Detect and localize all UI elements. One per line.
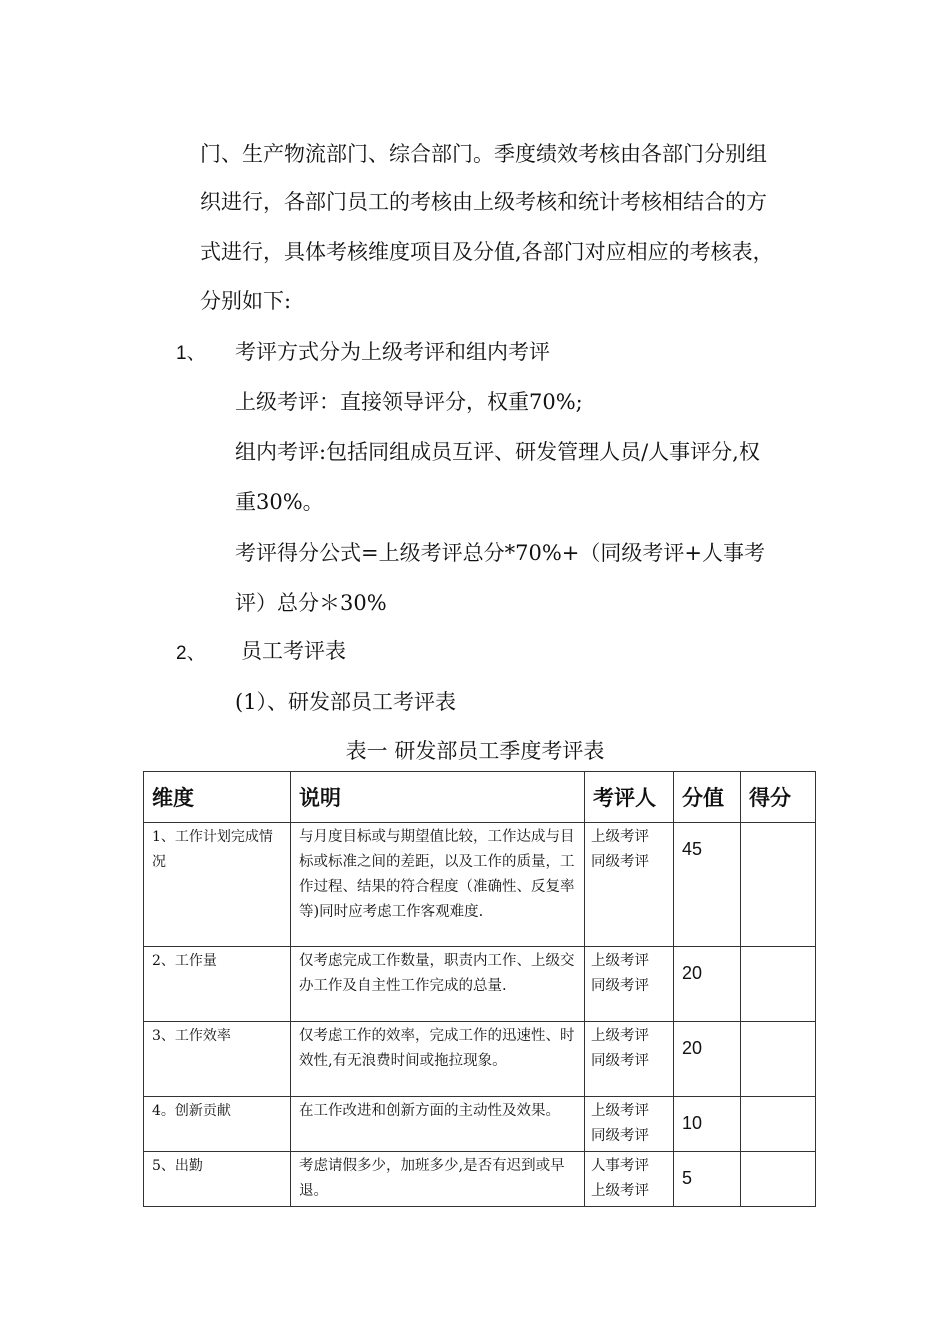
header-result: 得分: [741, 772, 816, 823]
cell-score: 45: [674, 823, 741, 947]
reviewer-line: 上级考评: [591, 1103, 649, 1119]
table-row: [144, 823, 816, 947]
cell-dimension: 3、工作效率: [144, 1022, 291, 1097]
cell-result[interactable]: [741, 947, 816, 1022]
cell-description: 在工作改进和创新方面的主动性及效果。: [291, 1097, 585, 1152]
cell-description: 仅考虑完成工作数量，职责内工作、上级交办工作及自主性工作完成的总量.: [291, 947, 585, 1022]
header-dimension: 维度: [144, 772, 291, 823]
cell-reviewer: [585, 1152, 674, 1207]
section-title: 员工考评表: [241, 639, 346, 663]
table-row: [144, 947, 816, 1022]
section-line: 考评得分公式=上级考评总分*70%+（同级考评+人事考: [235, 541, 765, 565]
cell-dimension: 1、工作计划完成情况: [144, 823, 291, 947]
cell-reviewer: [585, 947, 674, 1022]
cell-result[interactable]: [741, 1022, 816, 1097]
cell-dimension: 4。创新贡献: [144, 1097, 291, 1152]
table-caption: 表一 研发部员工季度考评表: [345, 739, 605, 763]
reviewer-line: 上级考评: [591, 1183, 649, 1199]
table-row: [144, 1022, 816, 1097]
header-score: 分值: [674, 772, 741, 823]
section-number: 2、: [176, 643, 206, 664]
cell-score: 5: [674, 1152, 741, 1207]
cell-score: 10: [674, 1097, 741, 1152]
reviewer-line: 上级考评: [591, 1028, 649, 1044]
cell-description: 考虑请假多少，加班多少,是否有迟到或早退。: [291, 1152, 585, 1207]
paragraph-line: 门、生产物流部门、综合部门。季度绩效考核由各部门分别组: [200, 142, 767, 166]
paragraph-line: 式进行，具体考核维度项目及分值,各部门对应相应的考核表，: [200, 240, 774, 264]
section-line: 重30%。: [235, 490, 324, 514]
paragraph-line: 织进行，各部门员工的考核由上级考核和统计考核相结合的方: [200, 190, 767, 214]
section-line: 上级考评：直接领导评分，权重70%;: [235, 390, 583, 414]
cell-result[interactable]: [741, 1152, 816, 1207]
cell-reviewer: [585, 823, 674, 947]
reviewer-line: 同级考评: [591, 978, 649, 994]
cell-result[interactable]: [741, 1097, 816, 1152]
section-line: 组内考评:包括同组成员互评、研发管理人员/人事评分,权: [235, 440, 760, 464]
cell-score: 20: [674, 1022, 741, 1097]
reviewer-line: 上级考评: [591, 829, 649, 845]
header-description: 说明: [291, 772, 585, 823]
reviewer-line: 上级考评: [591, 953, 649, 969]
reviewer-line: 同级考评: [591, 1128, 649, 1144]
cell-result[interactable]: [741, 823, 816, 947]
header-reviewer: 考评人: [585, 772, 674, 823]
reviewer-line: 同级考评: [591, 1053, 649, 1069]
table-row: [144, 1152, 816, 1207]
table-row: [144, 1097, 816, 1152]
table-header-row: [144, 772, 816, 823]
evaluation-table: [143, 771, 816, 1207]
cell-reviewer: [585, 1097, 674, 1152]
cell-dimension: 2、工作量: [144, 947, 291, 1022]
cell-score: 20: [674, 947, 741, 1022]
reviewer-line: 同级考评: [591, 854, 649, 870]
cell-description: 与月度目标或与期望值比较，工作达成与目标或标准之间的差距，以及工作的质量，工作过程、结果的符合程度（准确性、反复率等)同时应考虑工作客观难度.: [291, 823, 585, 947]
cell-dimension: 5、出勤: [144, 1152, 291, 1207]
section-title: 考评方式分为上级考评和组内考评: [235, 340, 550, 364]
section-number: 1、: [176, 343, 206, 364]
subsection-title: (1）、研发部员工考评表: [235, 690, 457, 714]
cell-reviewer: [585, 1022, 674, 1097]
cell-description: 仅考虑工作的效率，完成工作的迅速性、时效性,有无浪费时间或拖拉现象。: [291, 1022, 585, 1097]
section-line: 评）总分＊30%: [235, 591, 387, 615]
reviewer-line: 人事考评: [591, 1158, 649, 1174]
paragraph-line: 分别如下:: [200, 289, 292, 313]
